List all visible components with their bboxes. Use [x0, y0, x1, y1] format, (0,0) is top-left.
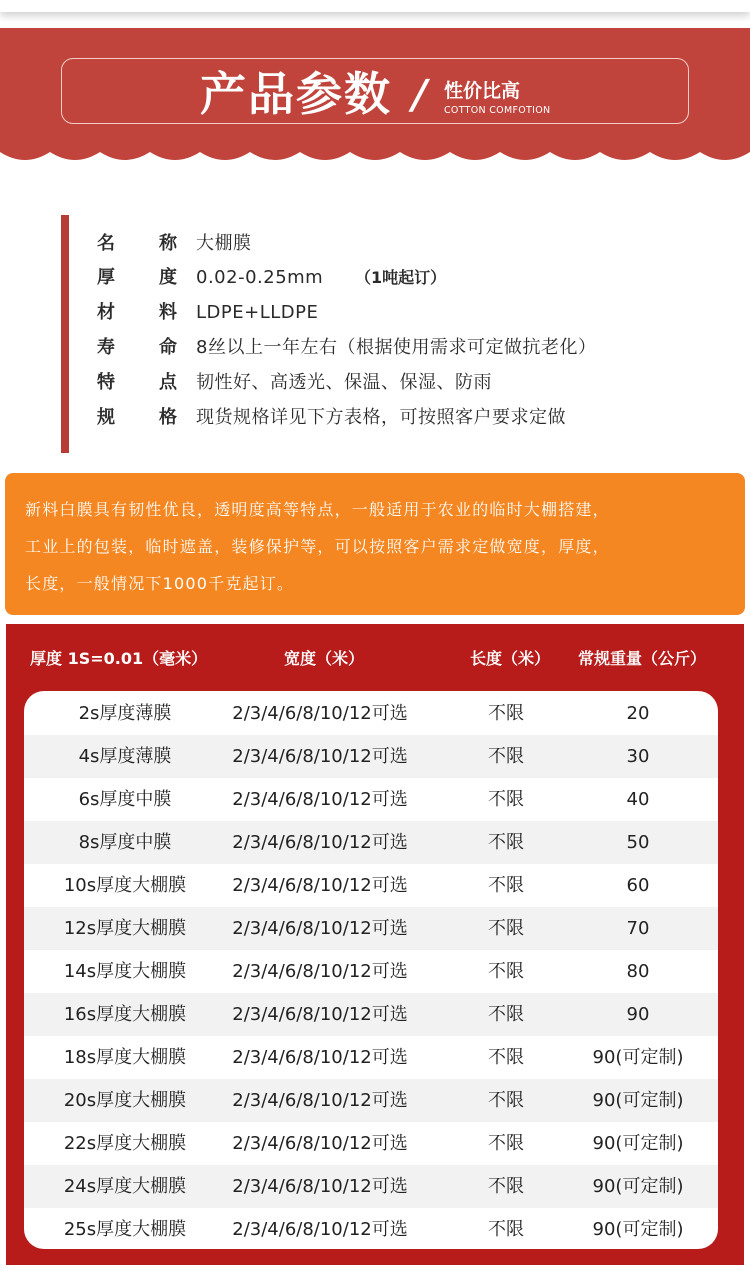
- spec-label-char: 料: [159, 302, 177, 323]
- table-cell: 不限: [488, 1090, 524, 1111]
- spec-value: 韧性好、高透光、保温、保湿、防雨: [196, 372, 492, 393]
- table-cell: 8s厚度中膜: [78, 832, 172, 853]
- table-header-length: 长度（米）: [469, 649, 550, 668]
- table-cell: 不限: [488, 961, 524, 982]
- table-row: [24, 950, 718, 993]
- table-cell: 2/3/4/6/8/10/12可选: [232, 1004, 408, 1025]
- table-cell: 14s厚度大棚膜: [63, 961, 187, 982]
- table-cell: 25s厚度大棚膜: [63, 1219, 187, 1240]
- top-divider: [0, 0, 750, 28]
- spec-label-char: 名: [97, 233, 115, 254]
- table-cell: 2/3/4/6/8/10/12可选: [232, 875, 408, 896]
- spec-value: 8丝以上一年左右（根据使用需求可定做抗老化）: [196, 337, 597, 358]
- table-cell: 90(可定制): [592, 1219, 684, 1240]
- table-body: [24, 691, 718, 1249]
- table-cell: 不限: [488, 789, 524, 810]
- table-cell: 60: [626, 875, 650, 896]
- table-cell: 不限: [488, 875, 524, 896]
- spec-row: [0, 333, 750, 368]
- table-cell: 4s厚度薄膜: [78, 746, 172, 767]
- table-cell: 不限: [488, 832, 524, 853]
- table-cell: 不限: [488, 1133, 524, 1154]
- spec-label: [97, 403, 177, 433]
- spec-label: [97, 333, 177, 363]
- table-row: [24, 1165, 718, 1208]
- table-cell: 2/3/4/6/8/10/12可选: [232, 1133, 408, 1154]
- description-line: 新料白膜具有韧性优良，透明度高等特点，一般适用于农业的临时大棚搭建，: [25, 500, 610, 519]
- table-row: [24, 1079, 718, 1122]
- table-cell: 18s厚度大棚膜: [63, 1047, 187, 1068]
- table-cell: 2/3/4/6/8/10/12可选: [232, 832, 408, 853]
- spec-label: [97, 229, 177, 259]
- table-cell: 2/3/4/6/8/10/12可选: [232, 1090, 408, 1111]
- table-cell: 10s厚度大棚膜: [63, 875, 187, 896]
- spec-value: 0.02-0.25mm: [196, 267, 324, 288]
- table-cell: 2/3/4/6/8/10/12可选: [232, 703, 408, 724]
- table-row: [24, 864, 718, 907]
- spec-row: [0, 368, 750, 403]
- spec-row: [0, 229, 750, 264]
- table-cell: 90: [626, 1004, 650, 1025]
- table-row: [24, 907, 718, 950]
- spec-label: [97, 298, 177, 328]
- page-subtitle: 性价比高: [444, 80, 521, 102]
- table-cell: 2/3/4/6/8/10/12可选: [232, 1047, 408, 1068]
- table-cell: 90(可定制): [592, 1133, 684, 1154]
- spec-label-char: 特: [97, 372, 115, 393]
- table-cell: 不限: [488, 1047, 524, 1068]
- spec-row: [0, 298, 750, 333]
- spec-label-char: 格: [159, 407, 177, 428]
- table-cell: 不限: [488, 1176, 524, 1197]
- spec-label-char: 厚: [97, 267, 115, 288]
- table-cell: 2/3/4/6/8/10/12可选: [232, 1219, 408, 1240]
- title-slash: /: [407, 72, 432, 118]
- description-line: 长度，一般情况下1000千克起订。: [25, 574, 295, 593]
- table-cell: 16s厚度大棚膜: [63, 1004, 187, 1025]
- spec-label: [97, 263, 177, 293]
- spec-label: [97, 368, 177, 398]
- spec-note: （1吨起订）: [355, 268, 447, 287]
- table-cell: 2/3/4/6/8/10/12可选: [232, 789, 408, 810]
- table-cell: 不限: [488, 703, 524, 724]
- table-cell: 不限: [488, 918, 524, 939]
- table-cell: 不限: [488, 1004, 524, 1025]
- table-cell: 不限: [488, 746, 524, 767]
- table-row: [24, 778, 718, 821]
- table-header-weight: 常规重量（公斤）: [577, 649, 706, 668]
- table-header-width: 宽度（米）: [283, 649, 364, 668]
- table-cell: 30: [626, 746, 650, 767]
- spec-value: LDPE+LLDPE: [196, 302, 319, 323]
- table-cell: 40: [626, 789, 650, 810]
- table-cell: 2/3/4/6/8/10/12可选: [232, 746, 408, 767]
- table-row: [24, 1036, 718, 1079]
- page-subtitle-en: COTTON COMFOTION: [444, 105, 551, 116]
- table-cell: 90(可定制): [592, 1176, 684, 1197]
- table-cell: 50: [626, 832, 650, 853]
- table-row: [24, 1122, 718, 1165]
- spec-label-char: 寿: [97, 337, 115, 358]
- spec-value: 现货规格详见下方表格，可按照客户要求定做: [196, 407, 566, 428]
- page-title: 产品参数: [200, 67, 392, 121]
- table-row: [24, 993, 718, 1036]
- table-cell: 22s厚度大棚膜: [63, 1133, 187, 1154]
- header-banner: [0, 28, 750, 176]
- table-cell: 20s厚度大棚膜: [63, 1090, 187, 1111]
- table-cell: 2/3/4/6/8/10/12可选: [232, 1176, 408, 1197]
- spec-label-char: 点: [159, 372, 177, 393]
- table-row: [24, 821, 718, 864]
- spec-table: [6, 624, 744, 1265]
- table-cell: 不限: [488, 1219, 524, 1240]
- table-cell: 80: [626, 961, 650, 982]
- spec-label-char: 命: [159, 337, 177, 358]
- table-cell: 2s厚度薄膜: [78, 703, 172, 724]
- table-row: [24, 1208, 718, 1249]
- table-row: [24, 735, 718, 778]
- table-cell: 24s厚度大棚膜: [63, 1176, 187, 1197]
- spec-label-char: 规: [97, 407, 115, 428]
- spec-row: [0, 263, 750, 298]
- table-cell: 12s厚度大棚膜: [63, 918, 187, 939]
- table-row: [24, 692, 718, 735]
- spec-label-char: 度: [159, 267, 177, 288]
- table-cell: 20: [626, 703, 650, 724]
- spec-label-char: 称: [159, 233, 177, 254]
- table-cell: 2/3/4/6/8/10/12可选: [232, 918, 408, 939]
- table-cell: 90(可定制): [592, 1047, 684, 1068]
- table-cell: 6s厚度中膜: [78, 789, 172, 810]
- spec-row: [0, 403, 750, 438]
- table-cell: 70: [626, 918, 650, 939]
- table-cell: 90(可定制): [592, 1090, 684, 1111]
- table-header-thickness: 厚度 1S=0.01（毫米）: [30, 649, 208, 668]
- table-cell: 2/3/4/6/8/10/12可选: [232, 961, 408, 982]
- description-line: 工业上的包装，临时遮盖，装修保护等，可以按照客户需求定做宽度，厚度，: [25, 537, 610, 556]
- spec-value: 大棚膜: [196, 233, 252, 254]
- spec-label-char: 材: [97, 302, 115, 323]
- description-box: [5, 473, 745, 615]
